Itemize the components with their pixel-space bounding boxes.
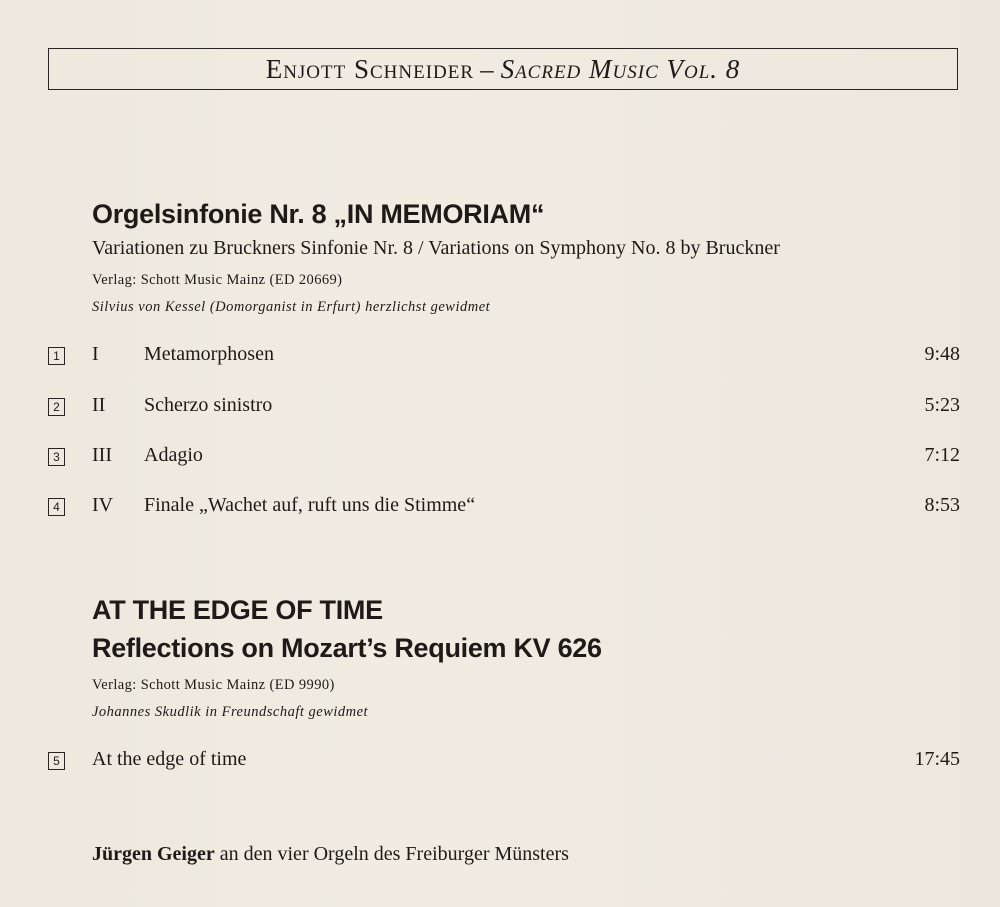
track-title: At the edge of time xyxy=(92,748,247,770)
work2-publisher: Verlag: Schott Music Mainz (ED 9990) xyxy=(92,677,335,693)
track-duration: 9:48 xyxy=(924,343,960,365)
composer-name: Enjott Schneider xyxy=(265,53,475,84)
track-number: 3 xyxy=(48,448,65,466)
performer-name: Jürgen Geiger xyxy=(92,843,215,865)
track-row xyxy=(48,444,960,472)
album-title: Sacred Music Vol. 8 xyxy=(500,53,741,84)
track-row xyxy=(48,748,960,776)
work1-title: Orgelsinfonie Nr. 8 „IN MEMORIAM“ xyxy=(92,199,545,229)
track-duration: 8:53 xyxy=(924,494,960,516)
track-number: 4 xyxy=(48,498,65,516)
track-row xyxy=(48,394,960,422)
movement-number: I xyxy=(92,343,99,365)
track-number: 1 xyxy=(48,347,65,365)
movement-number: II xyxy=(92,394,106,416)
movement-number: IV xyxy=(92,494,114,516)
track-duration: 17:45 xyxy=(914,748,960,770)
track-row xyxy=(48,343,960,371)
track-duration: 7:12 xyxy=(924,444,960,466)
work1-dedication: Silvius von Kessel (Domorganist in Erfurt) herzlichst gewidmet xyxy=(92,299,491,315)
track-row xyxy=(48,494,960,522)
work1-subtitle: Variationen zu Bruckners Sinfonie Nr. 8 / Variations on Symphony No. 8 by Bruckner xyxy=(92,237,780,259)
track-number: 2 xyxy=(48,398,65,416)
track-title: Scherzo sinistro xyxy=(144,394,273,416)
album-banner xyxy=(48,48,958,90)
track-number: 5 xyxy=(48,752,65,770)
track-title: Metamorphosen xyxy=(144,343,274,365)
performer-credit xyxy=(92,843,569,866)
work1-publisher: Verlag: Schott Music Mainz (ED 20669) xyxy=(92,272,343,288)
work2-subtitle: Reflections on Mozart’s Requiem KV 626 xyxy=(92,633,602,663)
track-title: Adagio xyxy=(144,444,203,466)
track-title: Finale „Wachet auf, ruft uns die Stimme“ xyxy=(144,494,476,516)
track-duration: 5:23 xyxy=(924,394,960,416)
banner-separator: – xyxy=(480,53,495,84)
performer-description: an den vier Orgeln des Freiburger Münsters xyxy=(219,843,569,865)
movement-number: III xyxy=(92,444,112,466)
work2-title: AT THE EDGE OF TIME xyxy=(92,595,383,625)
work2-dedication: Johannes Skudlik in Freundschaft gewidmet xyxy=(92,704,369,720)
